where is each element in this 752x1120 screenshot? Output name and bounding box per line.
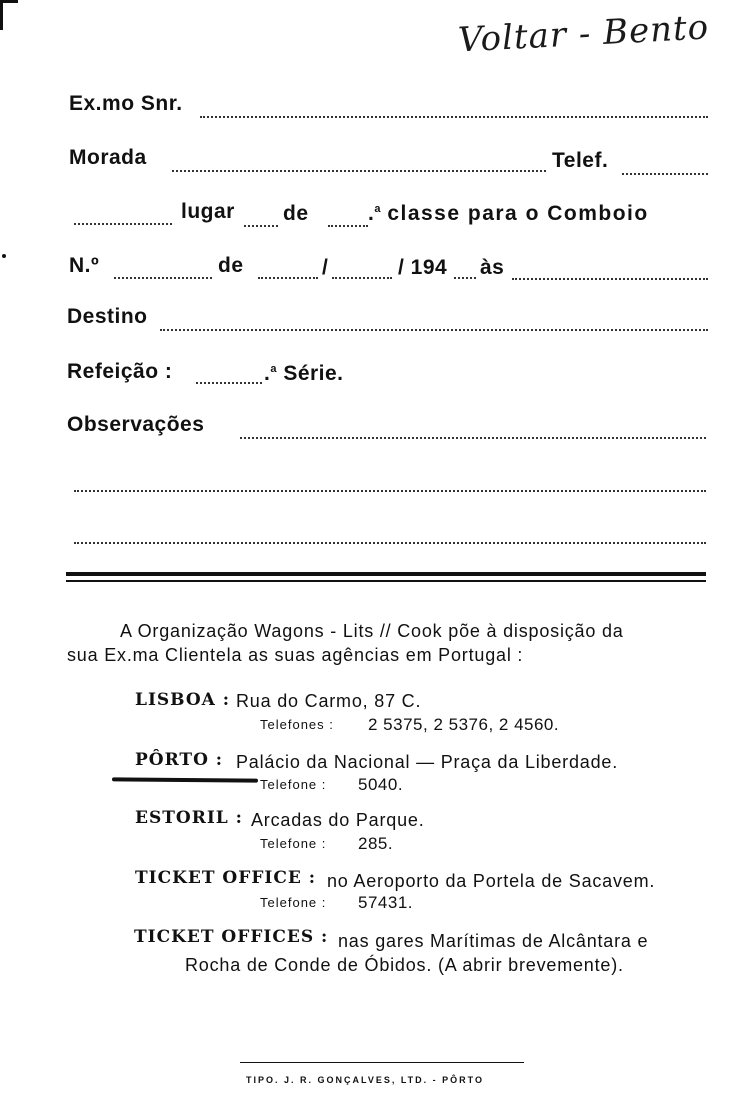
seat-count-field[interactable] [74, 223, 172, 225]
scan-dot-mark [2, 254, 6, 258]
seat-class-text: classe para o Comboio [387, 202, 649, 225]
seat-class-label: .$^a$ classe para o Comboio [368, 202, 649, 225]
agency-city-porto: PÔRTO : [135, 750, 224, 770]
handwritten-note: Voltar - Bento [457, 7, 711, 61]
meal-field[interactable] [196, 382, 262, 384]
number-label: N.º [69, 254, 100, 277]
agency-address-ticket-offices-2: Rocha de Conde de Óbidos. (A abrir brevemente). [185, 955, 624, 975]
address-label: Morada [69, 146, 147, 169]
agency-tel-label-porto: Telefone : [260, 777, 327, 792]
notice-line-2: sua Ex.ma Clientela as suas agências em Portugal : [67, 645, 524, 665]
notes-field-3[interactable] [74, 542, 706, 544]
phone-field[interactable] [622, 173, 708, 175]
seat-de-label: de [283, 202, 309, 225]
time-field[interactable] [512, 278, 708, 280]
agency-tel-ticket-office: 57431. [358, 893, 413, 912]
year-field[interactable] [454, 277, 476, 279]
agency-tel-label-estoril: Telefone : [260, 836, 327, 851]
agency-tel-label-ticket-office: Telefone : [260, 895, 327, 910]
address-field[interactable] [172, 170, 546, 172]
divider-thick [66, 572, 706, 576]
agency-city-estoril: ESTORIL : [135, 808, 243, 828]
notes-field-1[interactable] [240, 437, 706, 439]
year-label: / 194 [398, 256, 448, 279]
date-day-field[interactable] [258, 277, 318, 279]
meal-series-label: .$^a$ Série. [264, 362, 344, 385]
phone-label: Telef. [552, 149, 609, 172]
seat-type-field[interactable] [244, 225, 278, 227]
addressee-field[interactable] [200, 116, 708, 118]
addressee-label [69, 92, 183, 116]
agency-tel-estoril: 285. [358, 834, 394, 853]
agency-city-ticket-office: TICKET OFFICE : [135, 868, 317, 888]
scan-edge-mark [0, 0, 3, 30]
seat-class-field[interactable] [328, 225, 368, 227]
seat-place-label: lugar [181, 200, 235, 223]
underline-mark [112, 777, 258, 782]
addressee-text: Ex.mo Snr. [69, 92, 183, 115]
agency-address-porto: Palácio da Nacional — Praça da Liberdade. [236, 752, 619, 772]
printer-credit: TIPO. J. R. GONÇALVES, LTD. - PÔRTO [246, 1075, 485, 1085]
number-field[interactable] [114, 277, 212, 279]
date-sep: / [322, 256, 329, 279]
agency-address-ticket-office: no Aeroporto da Portela de Sacavem. [327, 871, 656, 891]
agency-address-ticket-offices: nas gares Marítimas de Alcântara e [338, 931, 649, 951]
agency-address-lisboa: Rua do Carmo, 87 C. [236, 691, 422, 711]
time-label: às [480, 256, 505, 279]
meal-label: Refeição : [67, 360, 173, 383]
meal-sup: a [270, 363, 277, 375]
notice-line-1: A Organização Wagons - Lits // Cook põe à disposição da [120, 621, 624, 641]
meal-series-text: Série. [283, 362, 344, 385]
date-month-field[interactable] [332, 277, 392, 279]
agency-tel-porto: 5040. [358, 775, 404, 794]
notes-field-2[interactable] [74, 490, 706, 492]
agency-address-estoril: Arcadas do Parque. [251, 810, 425, 830]
agency-city-ticket-offices: TICKET OFFICES : [134, 927, 329, 947]
date-de-label: de [218, 254, 244, 277]
agency-tel-lisboa: 2 5375, 2 5376, 2 4560. [368, 715, 560, 734]
footer-rule [240, 1062, 524, 1063]
destination-label: Destino [67, 305, 148, 328]
destination-field[interactable] [160, 329, 708, 331]
divider-thin [66, 580, 706, 582]
seat-class-sup: a [374, 203, 381, 215]
agency-city-lisboa: LISBOA : [135, 690, 231, 710]
agency-tel-label-lisboa: Telefones : [260, 717, 334, 732]
notes-label: Observações [67, 413, 205, 436]
